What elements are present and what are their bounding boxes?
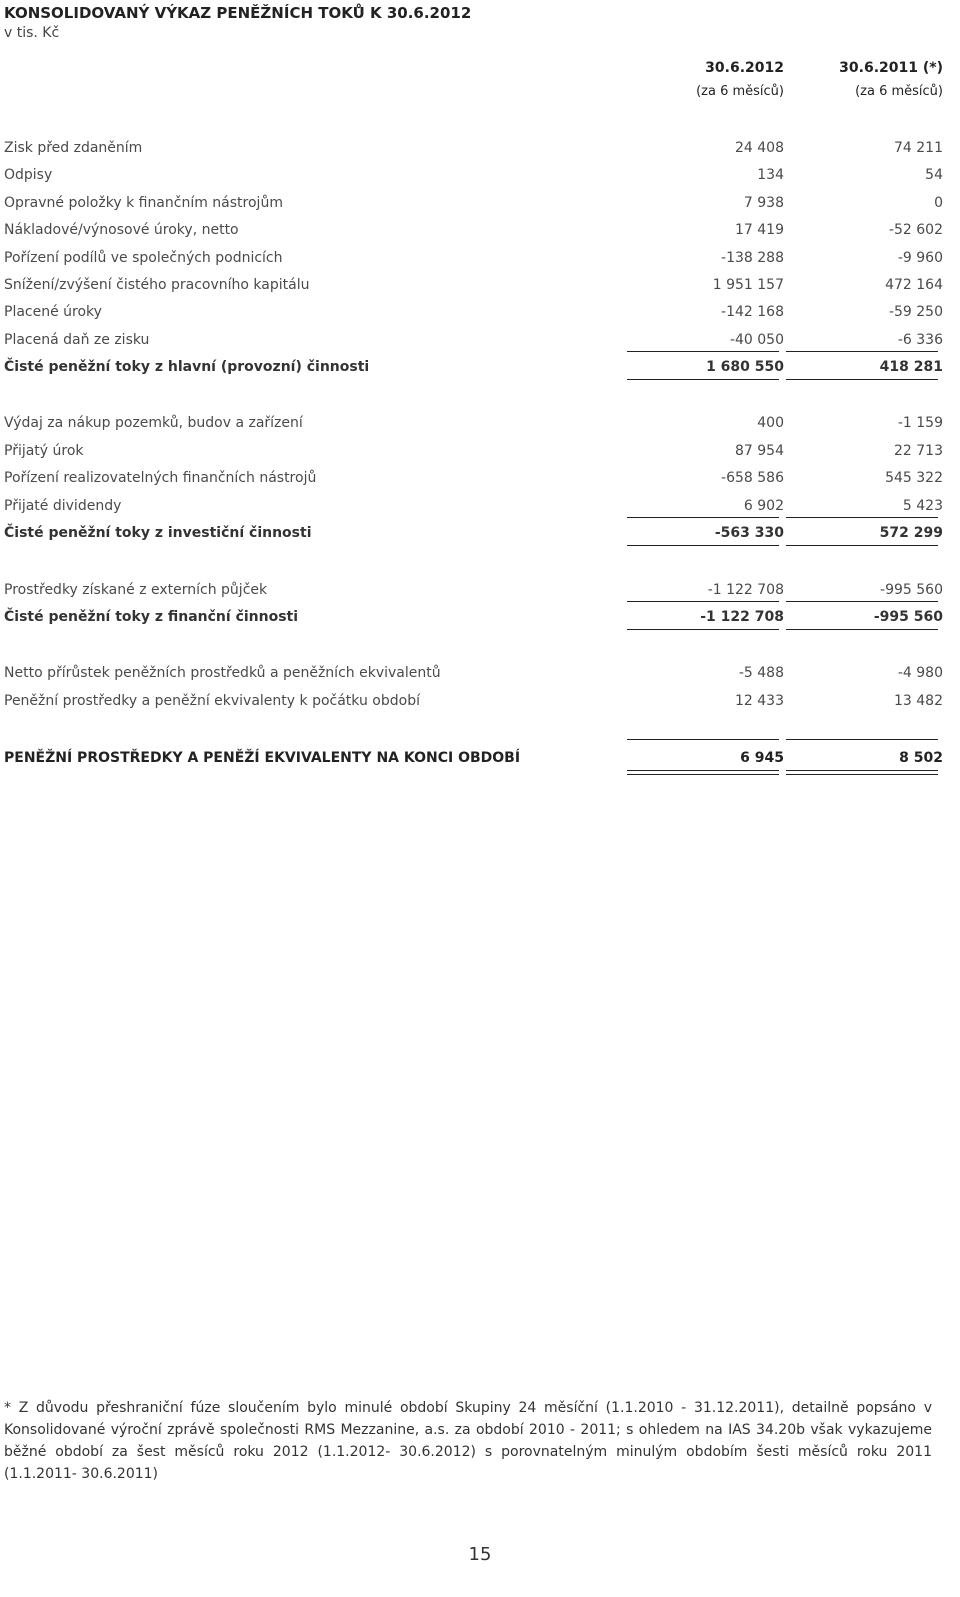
row-label: Placená daň ze zisku — [4, 332, 150, 348]
report-title: KONSOLIDOVANÝ VÝKAZ PENĚŽNÍCH TOKŮ K 30.6.2012 — [4, 4, 472, 22]
total-rule — [627, 739, 779, 740]
table-row — [0, 193, 960, 215]
subtotal-row — [0, 523, 960, 545]
row-value-2011: -1 159 — [897, 415, 943, 431]
table-row — [0, 138, 960, 160]
subtotal-underline — [627, 629, 779, 630]
row-label: Placené úroky — [4, 304, 102, 320]
row-value-2012: 6 945 — [740, 750, 784, 766]
unit-label: v tis. Kč — [4, 25, 60, 41]
row-value-2012: -5 488 — [738, 665, 784, 681]
table-row — [0, 248, 960, 270]
row-value-2011: 54 — [925, 167, 943, 183]
row-label: Čisté peněžní toky z investiční činnosti — [4, 525, 312, 541]
row-value-2011: 472 164 — [885, 277, 943, 293]
row-label: Zisk před zdaněním — [4, 140, 143, 156]
row-value-2012: -563 330 — [714, 525, 784, 541]
table-row — [0, 691, 960, 713]
row-label: Pořízení realizovatelných finančních nástrojů — [4, 470, 317, 486]
column-2-date: 30.6.2011 (*) — [839, 60, 943, 76]
subtotal-row — [0, 607, 960, 629]
row-label: PENĚŽNÍ PROSTŘEDKY A PENĚŽÍ EKVIVALENTY NA KONCI OBDOBÍ — [4, 750, 521, 766]
row-label: Přijaté dividendy — [4, 498, 122, 514]
table-row — [0, 580, 960, 602]
row-value-2011: -9 960 — [897, 250, 943, 266]
subtotal-underline — [786, 545, 938, 546]
row-value-2012: 24 408 — [735, 140, 784, 156]
total-double-underline — [627, 770, 779, 771]
table-row — [0, 165, 960, 187]
total-row — [0, 748, 960, 770]
row-value-2012: 400 — [757, 415, 784, 431]
column-2-period: (za 6 měsíců) — [855, 84, 943, 99]
row-value-2012: 17 419 — [735, 222, 784, 238]
subtotal-underline — [627, 545, 779, 546]
row-label: Prostředky získané z externích půjček — [4, 582, 268, 598]
row-value-2011: -4 980 — [897, 665, 943, 681]
total-double-underline — [786, 774, 938, 775]
subtotal-underline — [786, 629, 938, 630]
row-value-2011: 8 502 — [899, 750, 943, 766]
row-value-2011: 545 322 — [885, 470, 943, 486]
row-value-2011: 13 482 — [894, 693, 943, 709]
subtotal-rule — [627, 517, 779, 518]
row-value-2011: 22 713 — [894, 443, 943, 459]
row-value-2011: -59 250 — [888, 304, 943, 320]
row-label: Přijatý úrok — [4, 443, 84, 459]
table-row — [0, 275, 960, 297]
subtotal-rule — [786, 351, 938, 352]
row-value-2012: 134 — [757, 167, 784, 183]
table-row — [0, 496, 960, 518]
row-value-2012: -142 168 — [721, 304, 784, 320]
row-value-2012: 87 954 — [735, 443, 784, 459]
table-row — [0, 330, 960, 352]
column-1-date: 30.6.2012 — [705, 60, 784, 76]
subtotal-rule — [786, 517, 938, 518]
row-label: Snížení/zvýšení čistého pracovního kapitálu — [4, 277, 310, 293]
row-value-2012: 12 433 — [735, 693, 784, 709]
column-1-period: (za 6 měsíců) — [696, 84, 784, 99]
row-value-2011: -52 602 — [888, 222, 943, 238]
row-label: Čisté peněžní toky z finanční činnosti — [4, 609, 299, 625]
total-double-underline — [786, 770, 938, 771]
table-row — [0, 413, 960, 435]
row-value-2012: -1 122 708 — [700, 609, 784, 625]
footnote: * Z důvodu přeshraniční fúze sloučením bylo minulé období Skupiny 24 měsíční (1.1.2010 - 31.12.2011), detailně popsáno v Konsolidované výroční zprávě společnosti RMS Mezzanine, a.s. za období 2010 - 2011; s ohledem na IAS 34.20b však vykazujeme běžné období za šest měsíců roku 2012 (1.1.2012- 30.6.2012) s porovnatelným minulým obdobím šesti měsíců roku 2011 (1.1.2011- 30.6.2011) — [4, 1400, 932, 1482]
row-value-2011: 74 211 — [894, 140, 943, 156]
subtotal-rule — [786, 601, 938, 602]
row-value-2011: 0 — [934, 195, 943, 211]
table-row — [0, 663, 960, 685]
total-rule — [786, 739, 938, 740]
row-label: Netto přírůstek peněžních prostředků a peněžních ekvivalentů — [4, 665, 441, 681]
table-row — [0, 468, 960, 490]
row-value-2011: 572 299 — [879, 525, 943, 541]
row-value-2012: -40 050 — [729, 332, 784, 348]
row-value-2011: -995 560 — [880, 582, 943, 598]
row-value-2012: -1 122 708 — [707, 582, 784, 598]
row-label: Odpisy — [4, 167, 53, 183]
row-label: Pořízení podílů ve společných podnicích — [4, 250, 283, 266]
row-value-2012: 6 902 — [743, 498, 784, 514]
subtotal-underline — [627, 379, 779, 380]
page-number: 15 — [468, 1544, 492, 1565]
row-label: Výdaj za nákup pozemků, budov a zařízení — [4, 415, 303, 431]
row-value-2012: 1 680 550 — [706, 359, 784, 375]
table-row — [0, 441, 960, 463]
row-label: Čisté peněžní toky z hlavní (provozní) činnosti — [4, 359, 370, 375]
subtotal-underline — [786, 379, 938, 380]
row-value-2012: 1 951 157 — [712, 277, 784, 293]
row-label: Peněžní prostředky a peněžní ekvivalenty k počátku období — [4, 693, 420, 709]
row-value-2011: -6 336 — [897, 332, 943, 348]
row-value-2012: -138 288 — [721, 250, 784, 266]
row-value-2012: -658 586 — [721, 470, 784, 486]
row-value-2011: -995 560 — [873, 609, 943, 625]
row-value-2012: 7 938 — [743, 195, 784, 211]
table-row — [0, 302, 960, 324]
row-value-2011: 418 281 — [879, 359, 943, 375]
total-double-underline — [627, 774, 779, 775]
table-row — [0, 220, 960, 242]
subtotal-rule — [627, 601, 779, 602]
row-label: Opravné položky k finančním nástrojům — [4, 195, 283, 211]
subtotal-row — [0, 357, 960, 379]
subtotal-rule — [627, 351, 779, 352]
row-value-2011: 5 423 — [902, 498, 943, 514]
row-label: Nákladové/výnosové úroky, netto — [4, 222, 239, 238]
